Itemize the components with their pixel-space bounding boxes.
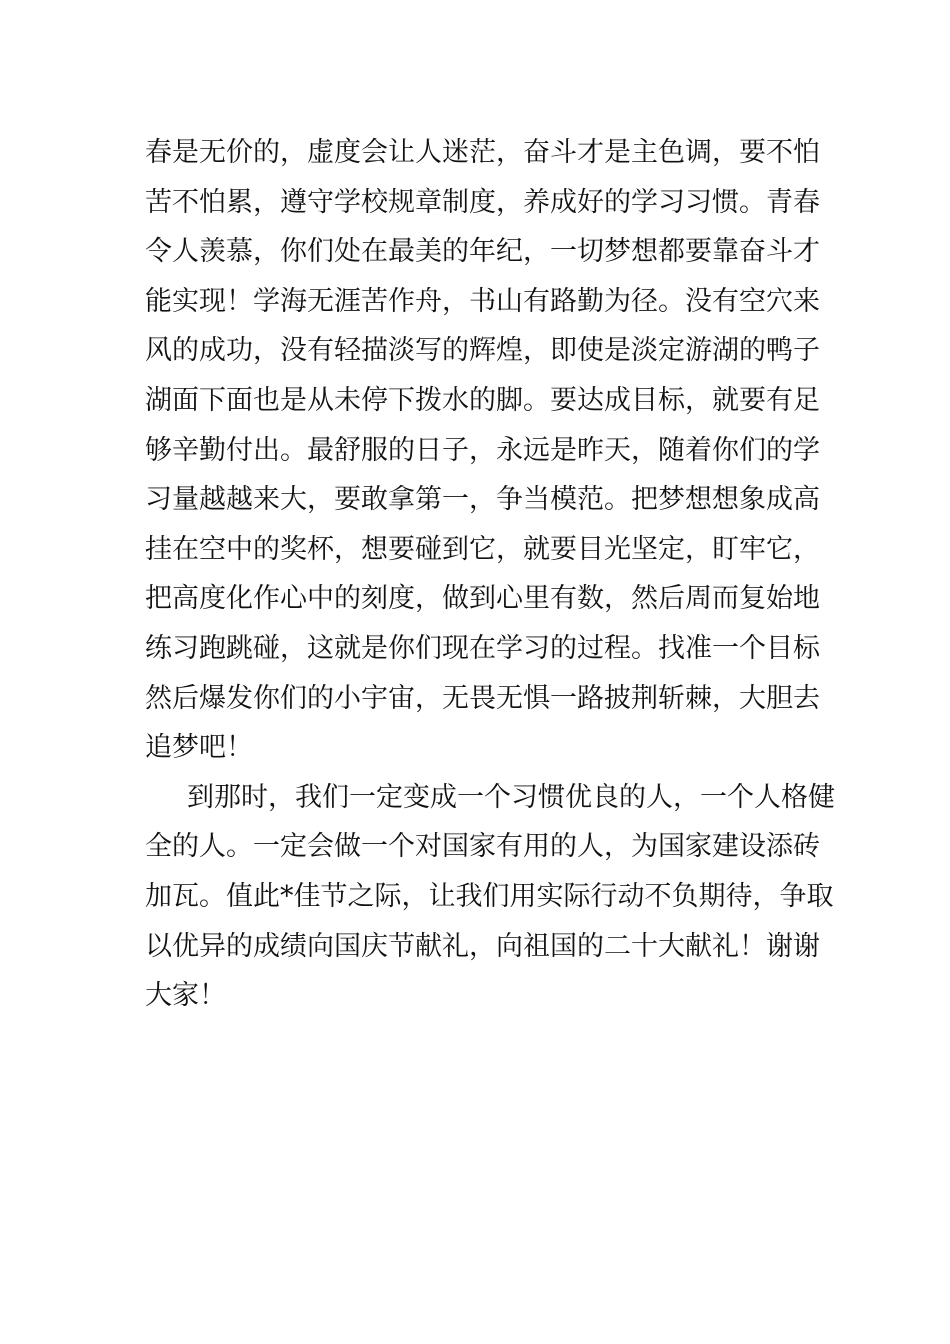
text-line: 然后爆发你们的小宇宙，无畏无惧一路披荆斩棘，大胆去 <box>145 682 820 714</box>
text-line: 以优异的成绩向国庆节献礼，向祖国的二十大献礼！谢谢 <box>145 930 820 962</box>
text-line: 令人羡慕，你们处在最美的年纪，一切梦想都要靠奋斗才 <box>145 236 820 268</box>
text-line: 全的人。一定会做一个对国家有用的人，为国家建设添砖 <box>145 831 820 863</box>
text-line: 大家！ <box>145 980 226 1012</box>
text-line: 到那时，我们一定变成一个习惯优良的人，一个人格健 <box>187 781 835 813</box>
text-line: 湖面下面也是从未停下拨水的脚。要达成目标，就要有足 <box>145 384 820 416</box>
text-line: 挂在空中的奖杯，想要碰到它，就要目光坚定，盯牢它， <box>145 533 820 565</box>
paragraph-2 <box>145 773 835 1021</box>
document-body <box>145 128 835 1021</box>
text-line: 习量越越来大，要敢拿第一，争当模范。把梦想想象成高 <box>145 484 820 516</box>
text-line: 能实现！学海无涯苦作舟，书山有路勤为径。没有空穴来 <box>145 285 820 317</box>
text-line: 春是无价的，虚度会让人迷茫，奋斗才是主色调，要不怕 <box>145 137 820 168</box>
text-line: 苦不怕累，遵守学校规章制度，养成好的学习习惯。青春 <box>145 186 820 218</box>
text-line: 够辛勤付出。最舒服的日子，永远是昨天，随着你们的学 <box>145 434 820 466</box>
text-line: 风的成功，没有轻描淡写的辉煌，即使是淡定游湖的鸭子 <box>145 335 820 367</box>
paragraph-1 <box>145 128 820 773</box>
text-line: 练习跑跳碰，这就是你们现在学习的过程。找准一个目标 <box>145 632 820 664</box>
text-line: 追梦吧！ <box>145 732 253 764</box>
text-line: 加瓦。值此*佳节之际，让我们用实际行动不负期待，争取 <box>145 880 834 912</box>
text-line: 把高度化作心中的刻度，做到心里有数，然后周而复始地 <box>145 583 820 615</box>
